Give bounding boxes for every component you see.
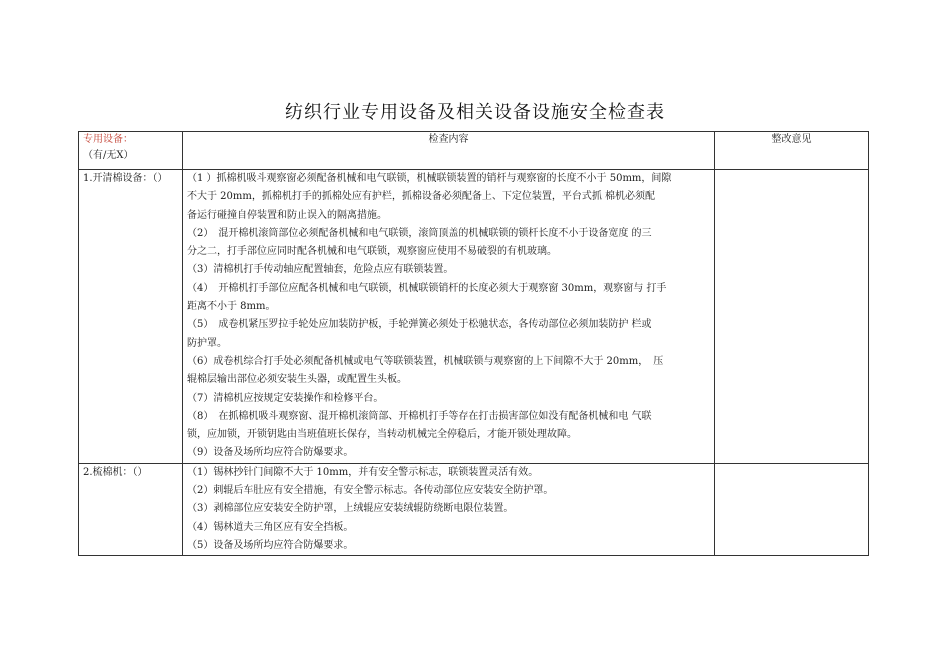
content-line: （3）剥棉部位应安装安全防护罩，上绒辊应安装绒辊防绕断电限位装置。 — [187, 503, 514, 515]
table-header-row — [79, 132, 869, 170]
remarks-cell[interactable] — [715, 170, 869, 464]
content-line: 备运行碰撞自停装置和防止误入的隔离措施。 — [187, 209, 387, 221]
header-remarks-cell: 整改意见 — [715, 132, 869, 170]
content-line: （3）清棉机打手传动轴应配置轴套，危险点应有联锁装置。 — [187, 264, 454, 276]
content-cell — [183, 463, 715, 555]
header-category-cell — [79, 132, 183, 170]
category-cell: 1.开清棉设备：（） — [79, 170, 183, 464]
content-line: （7）清棉机应按规定安装操作和检修平台。 — [187, 392, 384, 404]
content-line: 锁，应加锁，开锁钥匙由当班值班长保存，当转动机械完全停稳后，才能开锁处理故障。 — [187, 429, 577, 441]
header-category-options: （有/无X） — [83, 150, 134, 161]
content-line: （5）设备及场所均应符合防爆要求。 — [187, 539, 354, 551]
content-line: （6）成卷机综合打手处必须配备机械或电气等联锁装置，机械联锁与观察窗的上下间隙不大于 20mm， 压 — [187, 355, 664, 367]
category-cell: 2.梳棉机：（） — [79, 463, 183, 555]
content-line: （2）刺辊后车肚应有安全措施，有安全警示标志。各传动部位应安装安全防护罩。 — [187, 485, 554, 497]
header-category-label: 专用设备： — [83, 134, 133, 145]
content-line: （8） 在抓棉机吸斗观察窗、混开棉机滚筒部、开棉机打手等存在打击损害部位如没有配备机械和电 气联 — [187, 410, 652, 422]
content-line: （1）锡林抄针门间隙不大于 10mm，并有安全警示标志，联锁装置灵活有效。 — [187, 466, 539, 478]
remarks-cell[interactable] — [715, 463, 869, 555]
table-row — [79, 463, 869, 555]
content-line: （4）锡林道夫三角区应有安全挡板。 — [187, 521, 354, 533]
content-line: （1 ）抓棉机吸斗观察窗必须配备机械和电气联锁，机械联锁装置的销杆与观察窗的长度不小于 50mm，间隙 — [187, 173, 672, 184]
table-row — [79, 170, 869, 464]
content-line: （9）设备及场所均应符合防爆要求。 — [187, 447, 354, 459]
content-line: 防护罩。 — [187, 337, 227, 349]
content-line: （2） 混开棉机滚筒部位必须配备机械和电气联锁，滚筒顶盖的机械联锁的锁杆长度不小于设备宽度 的三 — [187, 227, 652, 239]
content-line: 不大于 20mm，抓棉机打手的抓棉处应有护栏，抓棉设备必须配备上、下定位装置，平台式抓 棉机必须配 — [187, 191, 656, 203]
content-cell — [183, 170, 715, 464]
header-content-cell: 检查内容 — [183, 132, 715, 170]
inspection-table — [78, 131, 869, 556]
content-line: 距离不小于 8mm。 — [187, 301, 276, 313]
document-title: 纺织行业专用设备及相关设备设施安全检查表 — [285, 102, 665, 123]
content-line: 分之二，打手部位应同时配各机械和电气联锁，观察窗应使用不易破裂的有机玻璃。 — [187, 246, 557, 258]
content-line: （4） 开棉机打手部位应配各机械和电气联锁，机械联锁销杆的长度必须大于观察窗 30mm，观察窗与 打手 — [187, 282, 667, 294]
content-line: 辊棉层输出部位必须安装生头器，或配置生头板。 — [187, 374, 407, 386]
content-line: （5） 成卷机紧压罗拉手轮处应加装防护板，手轮弹簧必须处于松驰状态，各传动部位必须加装防护 栏或 — [187, 319, 652, 331]
